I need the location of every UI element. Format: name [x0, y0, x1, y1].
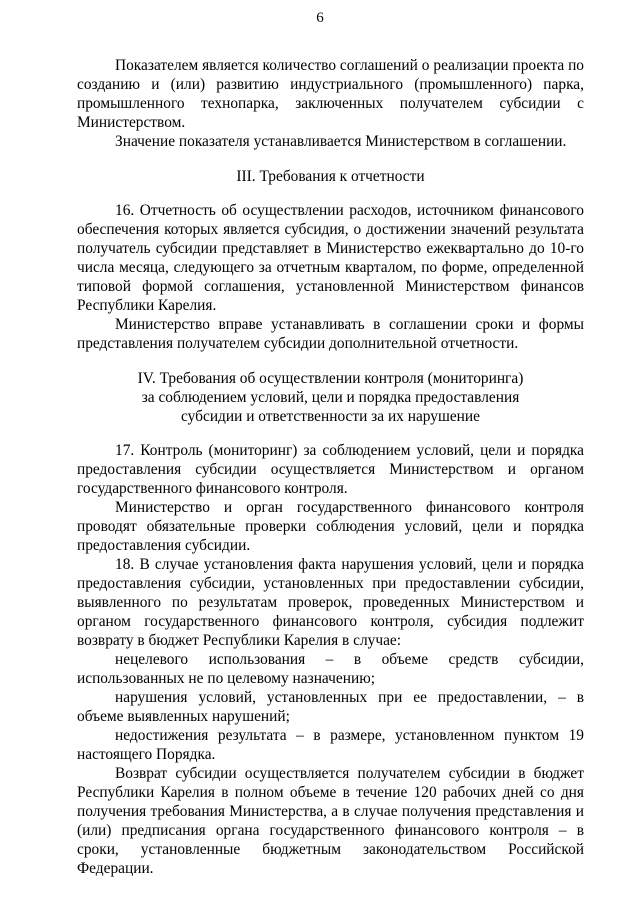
paragraph-violation: нарушения условий, установленных при ее предоставлении, – в объеме выявленных нарушений; — [77, 689, 584, 725]
paragraph-18: 18. В случае установления факта нарушения условий, цели и порядка предоставления субсидии, установленных при предоставлении субсидии, выявленного по результатам проверок, проведенных Министерством и органом государственного финансового контроля, субсидия подлежит возврату в бюджет Республики Карелия в случае: — [77, 556, 584, 649]
section-heading-reporting: III. Требования к отчетности — [236, 168, 425, 185]
paragraph-16: 16. Отчетность об осуществлении расходов, источником финансового обеспечения которых является субсидия, о достижении значений результата получатель субсидии представляет в Министерство ежеквартально до 10-го числа месяца, следующего за отчетным кварталом, по форме, определенной типовой формой соглашения, установленной Министерством финансов Республики Карелия. — [77, 202, 584, 314]
paragraph-inspections: Министерство и орган государственного финансового контроля проводят обязательные проверки соблюдения условий, цели и порядка предоставления субсидии. — [77, 499, 584, 554]
section-heading-control-line-1: IV. Требования об осуществлении контроля (мониторинга) — [137, 370, 524, 387]
paragraph-refund: Возврат субсидии осуществляется получателем субсидии в бюджет Республики Карелия в полном объеме в течение 120 рабочих дней со дня получения требования Министерства, а в случае получения представления и (или) предписания органа государственного финансового контроля – в сроки, установленные бюджетным законодательством Российской Федерации. — [77, 765, 584, 877]
section-heading-control-line-3: субсидии и ответственности за их нарушение — [181, 408, 480, 425]
paragraph-misuse: нецелевого использования – в объеме средств субсидии, использованных не по целевому назначению; — [77, 651, 584, 687]
paragraph-indicator-value: Значение показателя устанавливается Министерством в соглашении. — [115, 133, 567, 150]
paragraph-17: 17. Контроль (мониторинг) за соблюдением условий, цели и порядка предоставления субсидии осуществляется Министерством и органом государственного финансового контроля. — [77, 442, 584, 497]
page-number: 6 — [316, 10, 324, 26]
paragraph-additional-reporting: Министерство вправе устанавливать в соглашении сроки и формы представления получателем субсидии дополнительной отчетности. — [77, 316, 584, 352]
paragraph-indicator: Показателем является количество соглашений о реализации проекта по созданию и (или) развитию индустриального (промышленного) парка, промышленного технопарка, заключенных получателем субсидии с Министерством. — [77, 57, 584, 131]
paragraph-result-not-achieved: недостижения результата – в размере, установленном пунктом 19 настоящего Порядка. — [77, 727, 584, 763]
section-heading-control-line-2: за соблюдением условий, цели и порядка предоставления — [141, 389, 520, 406]
document-body — [77, 56, 584, 878]
